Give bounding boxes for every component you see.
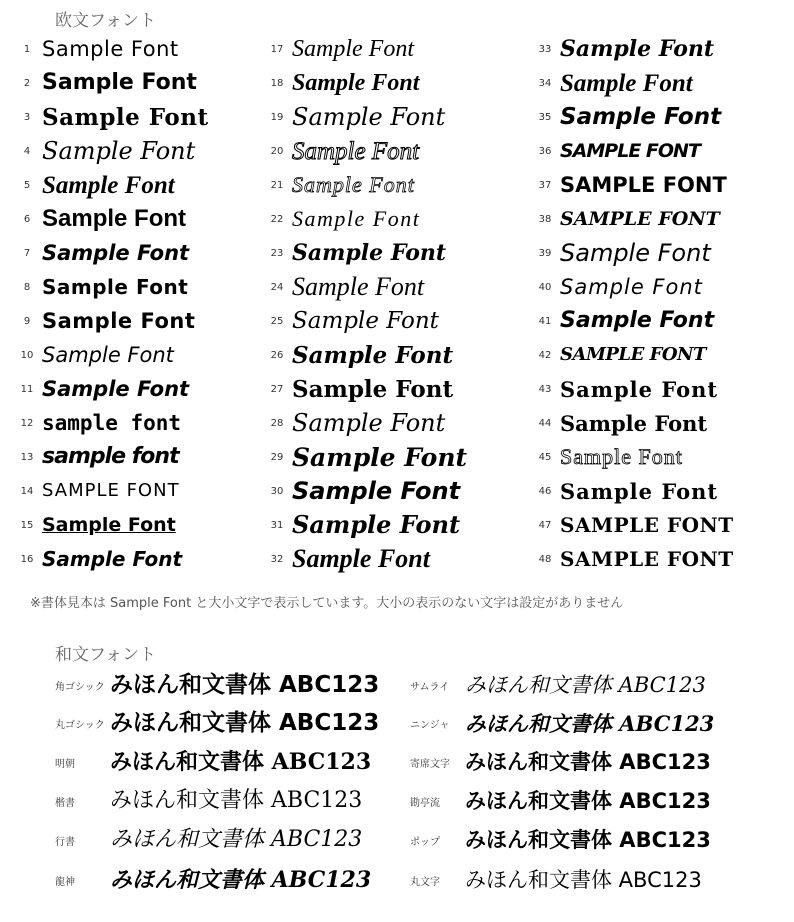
font-number: 21 [270, 179, 284, 191]
font-sample: Sample Font [42, 205, 187, 232]
font-sample: みほん和文書体 ABC123 [465, 788, 711, 813]
font-sample: SAMPLE FONT [560, 207, 720, 230]
font-sample: SAMPLE FONT [560, 172, 727, 197]
latin-font-row [262, 236, 512, 270]
font-sample: Sample Font [292, 442, 468, 472]
font-sample: SAMPLE FONT [560, 513, 734, 537]
font-sample: Sample Font [42, 513, 176, 536]
latin-font-row [530, 474, 780, 508]
font-number: 9 [23, 315, 31, 327]
japanese-font-row [410, 666, 706, 704]
font-sample: みほん和文書体 ABC123 [110, 788, 363, 813]
latin-font-row [530, 134, 780, 168]
latin-section-title: 欧文フォント [55, 11, 157, 31]
font-label: 行書 [55, 836, 75, 848]
font-sample: Sample Font [560, 103, 722, 130]
font-sample: Sample Font [42, 275, 189, 299]
latin-font-row [12, 66, 262, 100]
font-number: 48 [538, 553, 552, 565]
font-label: サムライ [410, 681, 450, 693]
font-number: 16 [20, 553, 34, 565]
latin-font-row [12, 270, 262, 304]
font-number: 42 [538, 349, 552, 361]
latin-font-row [12, 338, 262, 372]
font-sample: Sample Font [42, 240, 190, 265]
font-sample: Sample Font [292, 477, 461, 505]
font-sample: Sample Font [292, 240, 447, 266]
latin-font-row [12, 202, 262, 236]
font-sample: Sample Font [42, 547, 183, 571]
font-number: 45 [538, 451, 552, 463]
font-number: 4 [23, 145, 31, 157]
font-sample: Sample Font [42, 342, 174, 367]
font-number: 47 [538, 519, 552, 531]
latin-font-row [530, 440, 780, 474]
latin-font-row [262, 474, 512, 508]
font-number: 41 [538, 315, 552, 327]
latin-font-row [262, 32, 512, 66]
font-sample: Sample Font [292, 206, 421, 231]
font-sample: みほん和文書体 ABC123 [465, 827, 711, 852]
font-sample: SAMPLE FONT [42, 480, 180, 501]
font-sample: Sample Font [560, 410, 708, 436]
japanese-font-row [55, 704, 379, 742]
font-label: 明朝 [55, 758, 75, 770]
font-number: 27 [270, 383, 284, 395]
font-number: 3 [23, 111, 31, 123]
font-sample: みほん和文書体 ABC123 [465, 867, 702, 892]
japanese-font-row [410, 743, 711, 781]
latin-font-row [262, 202, 512, 236]
font-number: 22 [270, 213, 284, 225]
font-sample: Sample Font [560, 308, 715, 333]
font-sample: SAMPLE FONT [560, 344, 706, 365]
font-sample: Sample Font [292, 137, 420, 165]
font-number: 35 [538, 111, 552, 123]
font-number: 43 [538, 383, 552, 395]
font-sample: Sample Font [292, 341, 454, 369]
japanese-font-row [410, 821, 711, 859]
japanese-font-row [410, 782, 711, 820]
font-number: 40 [538, 281, 552, 293]
latin-font-row [12, 236, 262, 270]
font-sample: みほん和文書体 ABC123 [110, 671, 380, 698]
font-sample: Sample Font [292, 307, 439, 334]
font-sample: Sample Font [560, 274, 703, 299]
font-number: 30 [270, 485, 284, 497]
latin-font-row [12, 542, 262, 576]
latin-font-row [12, 474, 262, 508]
font-number: 19 [270, 111, 284, 123]
font-sample: みほん和文書体 ABC123 [110, 709, 380, 736]
latin-font-row [12, 440, 262, 474]
font-number: 6 [23, 213, 31, 225]
japanese-font-row [410, 861, 702, 899]
font-number: 26 [270, 349, 284, 361]
latin-font-row [12, 32, 262, 66]
latin-font-grid [0, 32, 794, 580]
font-number: 10 [20, 349, 34, 361]
latin-font-row [12, 100, 262, 134]
japanese-font-grid [0, 666, 794, 916]
japanese-font-row [55, 782, 362, 820]
font-sample: みほん和文書体 ABC123 [110, 749, 372, 775]
font-sample: Sample Font [42, 70, 197, 95]
font-sample: Sample Font [42, 376, 190, 401]
font-sample: Sample Font [560, 239, 711, 267]
latin-font-row [530, 270, 780, 304]
font-number: 5 [23, 179, 31, 191]
latin-font-row [262, 406, 512, 440]
latin-font-row [530, 66, 780, 100]
font-sample: Sample Font [292, 544, 430, 573]
font-number: 23 [270, 247, 284, 259]
font-sample: みほん和文書体 ABC123 [465, 710, 715, 736]
font-sample: Sample Font [292, 272, 425, 301]
latin-font-row [262, 134, 512, 168]
font-number: 44 [538, 417, 552, 429]
font-number: 17 [270, 43, 284, 55]
font-sample: Sample Font [292, 375, 454, 403]
font-sample: SAMPLE FONT [560, 547, 734, 571]
font-sample: sample font [42, 444, 179, 469]
japanese-font-row [55, 861, 371, 899]
font-label: 龍神 [55, 876, 75, 888]
font-sample: Sample Font [560, 36, 715, 62]
font-sample: みほん和文書体 ABC123 [465, 749, 711, 774]
font-sample: SAMPLE FONT [560, 139, 700, 162]
latin-font-row [262, 270, 512, 304]
font-sample: sample font [42, 410, 182, 435]
latin-font-row [262, 100, 512, 134]
font-sample: Sample Font [292, 409, 446, 437]
font-sample: みほん和文書体 ABC123 [110, 867, 372, 893]
font-label: 丸文字 [410, 876, 440, 888]
latin-font-row [530, 168, 780, 202]
font-number: 1 [23, 43, 31, 55]
font-label: 角ゴシック [55, 681, 105, 693]
font-number: 31 [270, 519, 284, 531]
latin-font-row [262, 508, 512, 542]
latin-font-row [530, 236, 780, 270]
font-number: 18 [270, 77, 284, 89]
font-number: 38 [538, 213, 552, 225]
font-number: 34 [538, 77, 552, 89]
font-label: 楷書 [55, 797, 75, 809]
font-number: 11 [20, 383, 34, 395]
font-sample: Sample Font [292, 172, 415, 197]
font-sample: Sample Font [292, 103, 446, 131]
latin-font-row [262, 168, 512, 202]
font-number: 14 [20, 485, 34, 497]
font-number: 46 [538, 485, 552, 497]
font-number: 20 [270, 145, 284, 157]
font-number: 37 [538, 179, 552, 191]
latin-font-row [12, 406, 262, 440]
latin-font-row [12, 168, 262, 202]
latin-font-row [530, 372, 780, 406]
japanese-font-row [55, 743, 371, 781]
font-sample: みほん和文書体 ABC123 [110, 827, 363, 852]
font-number: 8 [23, 281, 31, 293]
latin-font-row [262, 372, 512, 406]
font-sample: Sample Font [560, 69, 693, 97]
font-sample: Sample Font [560, 444, 683, 469]
latin-font-row [530, 542, 780, 576]
font-label: 丸ゴシック [55, 719, 105, 731]
font-number: 25 [270, 315, 284, 327]
font-sample: Sample Font [42, 137, 196, 165]
latin-font-row [12, 134, 262, 168]
font-label: ポップ [410, 836, 440, 848]
font-number: 15 [20, 519, 34, 531]
latin-font-row [12, 372, 262, 406]
font-number: 28 [270, 417, 284, 429]
font-sample: Sample Font [560, 478, 719, 504]
latin-font-row [262, 304, 512, 338]
font-number: 24 [270, 281, 284, 293]
latin-font-row [530, 304, 780, 338]
font-sample: Sample Font [42, 308, 196, 333]
font-number: 36 [538, 145, 552, 157]
latin-font-row [530, 32, 780, 66]
font-sample: みほん和文書体 ABC123 [465, 672, 706, 697]
latin-font-row [262, 66, 512, 100]
font-number: 12 [20, 417, 34, 429]
font-number: 13 [20, 451, 34, 463]
latin-font-row [530, 338, 780, 372]
japanese-font-row [55, 821, 362, 859]
latin-font-row [530, 202, 780, 236]
font-label: 寄席文字 [410, 758, 450, 770]
font-number: 32 [270, 553, 284, 565]
latin-font-row [530, 508, 780, 542]
font-note: ※書体見本は Sample Font と大小文字で表示しています。大小の表示のない文字は設定がありません [30, 596, 624, 611]
font-sample: Sample Font [292, 510, 461, 539]
font-label: ニンジャ [410, 719, 450, 731]
latin-font-row [12, 304, 262, 338]
japanese-font-row [410, 704, 714, 742]
font-number: 2 [23, 77, 31, 89]
font-number: 39 [538, 247, 552, 259]
font-sample: Sample Font [292, 70, 420, 96]
japanese-section-title: 和文フォント [55, 645, 157, 665]
latin-font-row [262, 542, 512, 576]
font-sample: Sample Font [560, 376, 719, 402]
font-number: 33 [538, 43, 552, 55]
latin-font-row [530, 100, 780, 134]
font-label: 勘亭流 [410, 797, 440, 809]
font-sample: Sample Font [42, 171, 175, 199]
font-sample: Sample Font [292, 36, 414, 62]
latin-font-row [530, 406, 780, 440]
latin-font-row [262, 440, 512, 474]
font-sample: Sample Font [42, 103, 209, 131]
latin-font-row [262, 338, 512, 372]
font-sample: Sample Font [42, 36, 179, 61]
font-number: 7 [23, 247, 31, 259]
japanese-font-row [55, 666, 379, 704]
font-number: 29 [270, 451, 284, 463]
latin-font-row [12, 508, 262, 542]
